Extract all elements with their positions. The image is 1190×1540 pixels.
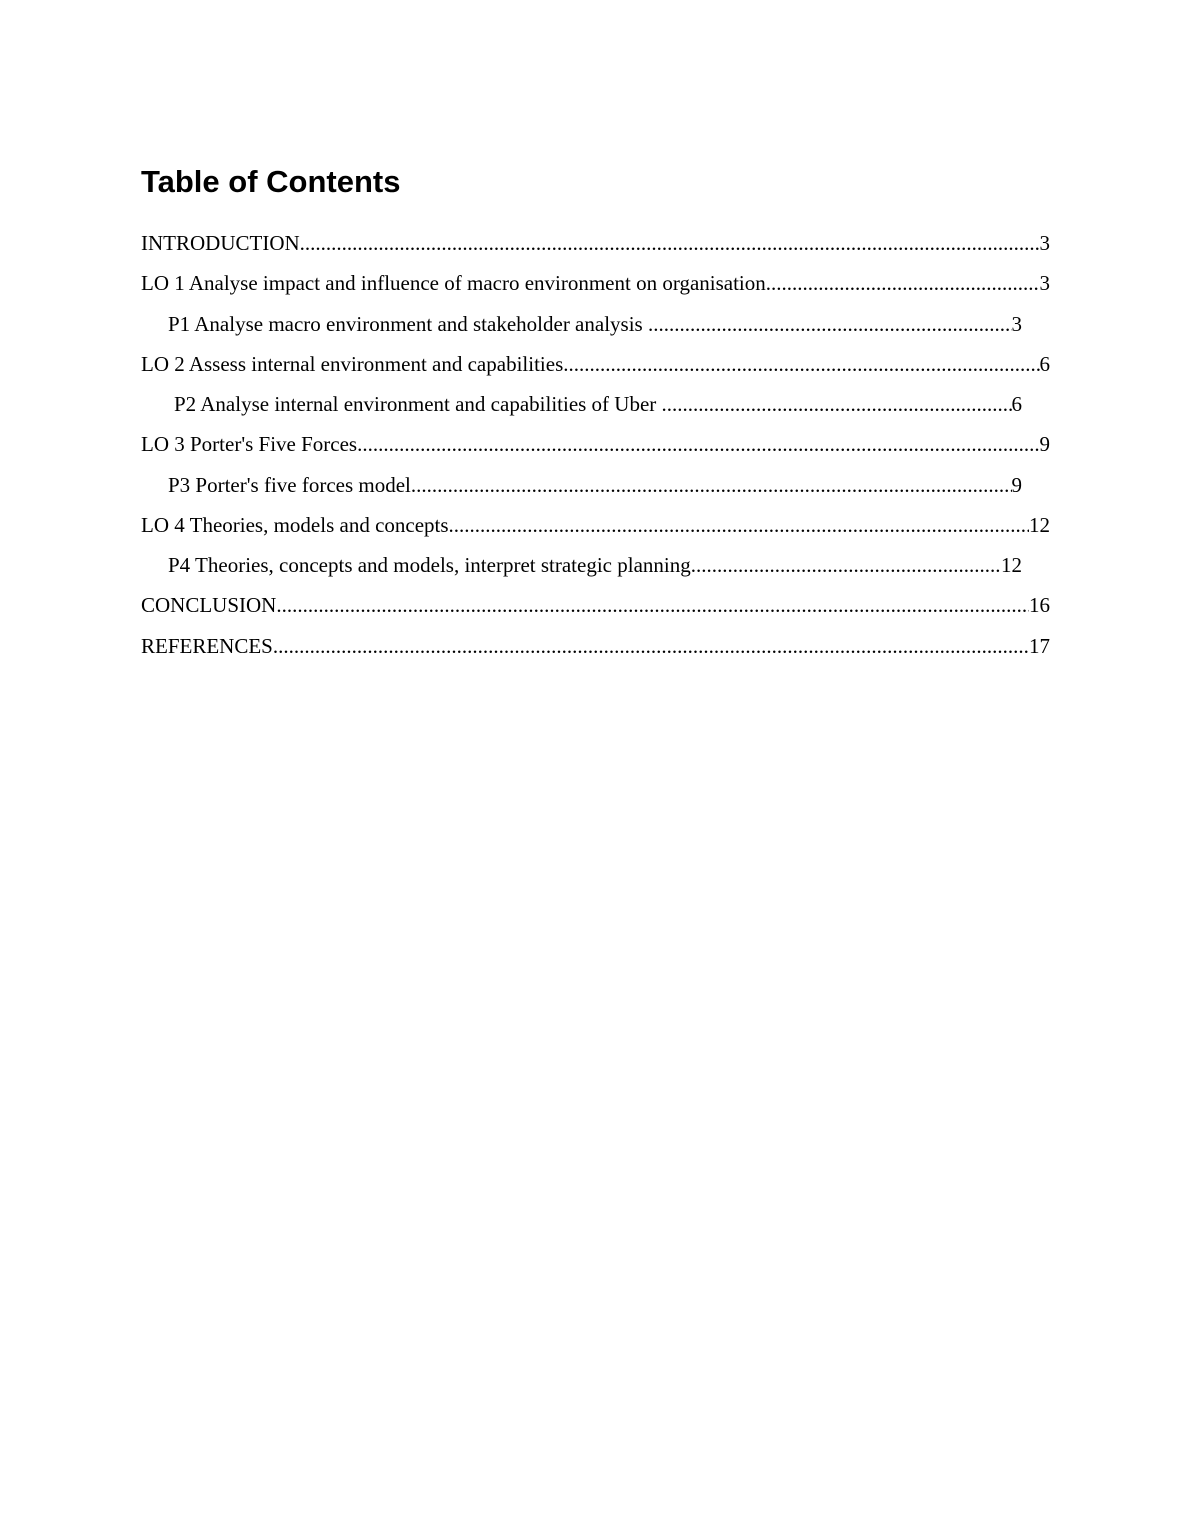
toc-entry-text: P4 Theories, concepts and models, interpret strategic planning: [168, 553, 691, 577]
toc-page-number: 3: [1039, 271, 1050, 295]
toc-entry-conclusion[interactable]: [141, 590, 1050, 620]
toc-entry-lo2[interactable]: [141, 349, 1050, 379]
toc-entry-p3[interactable]: [168, 470, 1022, 500]
toc-page-number: 3: [1011, 312, 1022, 336]
toc-leader-dots: [411, 470, 1012, 500]
toc-entry-p2[interactable]: [174, 389, 1022, 419]
toc-entry-text: LO 2 Assess internal environment and capabilities: [141, 352, 564, 376]
toc-heading: Table of Contents: [141, 164, 401, 199]
toc-leader-dots: [563, 349, 1039, 379]
toc-page-number: 9: [1039, 432, 1050, 456]
toc-entry-p4[interactable]: [168, 550, 1022, 580]
toc-entry-lo4[interactable]: [141, 510, 1050, 540]
toc-entry-text: LO 3 Porter's Five Forces: [141, 432, 358, 456]
toc-entry-text: P1 Analyse macro environment and stakeholder analysis: [168, 312, 648, 336]
toc-leader-dots: [449, 510, 1029, 540]
toc-entry-text: CONCLUSION: [141, 593, 277, 617]
toc-page-number: 12: [1001, 553, 1022, 577]
toc-entry-text: REFERENCES: [141, 634, 273, 658]
toc-entry-text: LO 4 Theories, models and concepts: [141, 513, 449, 537]
toc-page-number: 6: [1011, 392, 1022, 416]
toc-page-number: 9: [1011, 473, 1022, 497]
toc-leader-dots: [357, 429, 1039, 459]
toc-leader-dots: [691, 550, 1001, 580]
toc-entry-text: INTRODUCTION: [141, 231, 300, 255]
toc-entry-text: P3 Porter's five forces model: [168, 473, 411, 497]
toc-entry-references[interactable]: [141, 631, 1050, 661]
toc-leader-dots: [276, 590, 1029, 620]
toc-entry-introduction[interactable]: [141, 228, 1050, 258]
toc-page-number: 16: [1029, 593, 1050, 617]
toc-entry-text: LO 1 Analyse impact and influence of macro environment on organisation: [141, 271, 766, 295]
toc-leader-dots: [662, 389, 1012, 419]
toc-leader-dots: [766, 268, 1040, 298]
toc-entry-lo1[interactable]: [141, 268, 1050, 298]
toc-entry-text: P2 Analyse internal environment and capabilities of Uber: [174, 392, 662, 416]
toc-leader-dots: [300, 228, 1040, 258]
toc-page-number: 3: [1039, 231, 1050, 255]
toc-leader-dots: [273, 631, 1029, 661]
toc-entry-p1[interactable]: [168, 309, 1022, 339]
toc-leader-dots: [648, 309, 1012, 339]
toc-page-number: 17: [1029, 634, 1050, 658]
toc-page-number: 12: [1029, 513, 1050, 537]
toc-entry-lo3[interactable]: [141, 429, 1050, 459]
toc-page-number: 6: [1039, 352, 1050, 376]
